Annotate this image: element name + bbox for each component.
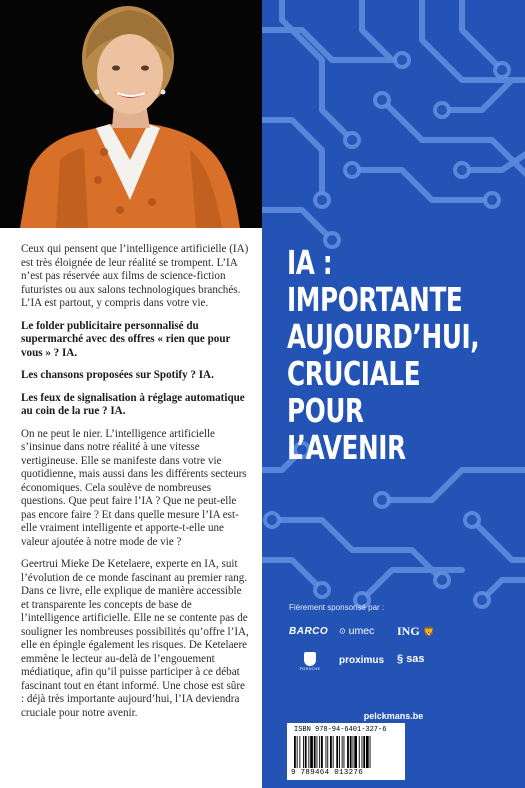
barcode-bar (321, 736, 323, 768)
left-panel (0, 0, 262, 788)
barcode-bar (350, 736, 352, 768)
intro-paragraph: Ceux qui pensent que l’intelligence artificielle (IA) est très éloignée de leur réalité se trompent. L’IA n’est pas réservée aux films de science-fiction futuristes ou aux salons technologiques branchés. L’IA est partout, y compris dans votre vie. (21, 243, 249, 309)
isbn-label: ISBN 978-94-6401-327-6 (294, 726, 387, 734)
barcode-number: 9 789464 013276 (291, 769, 364, 777)
barcode-bars (292, 736, 400, 768)
barcode-bar (362, 736, 363, 768)
author-paragraph: Geertrui Mieke De Ketelaere, experte en IA, suit l’évolution de ce monde fascinant au premier rang. Dans ce livre, elle explique de manière accessible et transparente les concepts de base de l’intelligence artificielle. Elle ne se contente pas de souligner les nombreuses possibilités qu’offre l’IA, elle en épingle également les risques. De Ketelaere emmène le lecteur au-delà de l’engouement médiatique, afin qu’il puisse participer à ce débat fascinant tout en étant informé. Une chose est sûre : déjà très importante aujourd’hui, l’IA deviendra cruciale pour notre avenir. (21, 558, 249, 719)
barcode-bar (310, 736, 313, 768)
sas-logo (397, 653, 425, 665)
barcode-bar (314, 736, 316, 768)
lion-icon: 🦁 (422, 627, 436, 638)
proximus-logo (339, 655, 384, 666)
barcode-bar (339, 736, 340, 768)
barcode-bar (305, 736, 307, 768)
title-line-6: L’AVENIR (287, 429, 406, 467)
sas-logo-text: sas (406, 653, 425, 665)
barcode-bar (294, 736, 296, 768)
right-panel (262, 0, 525, 788)
barcode-bar (344, 736, 345, 768)
barcode-bar (336, 736, 338, 768)
ing-logo (397, 624, 435, 639)
context-paragraph: On ne peut le nier. L’intelligence artificielle s’insinue dans notre réalité à une vitesse vertigineuse. Elle se manifeste dans votre vie quotidienne, mais aussi dans les différents secteurs économiques. Cela soulève de nombreuses questions. Que peut faire l’IA ? Que ne peut-elle pas encore faire ? Et dans quelle mesure l’IA est-elle vraiment intelligente et apporte-t-elle une valeur ajoutée à notre mode de vie ? (21, 427, 247, 548)
question-spotify: Les chansons proposées sur Spotify ? IA. (21, 369, 214, 381)
barcode-bar (330, 736, 332, 768)
barco-logo-text: BARCO (289, 626, 329, 637)
imec-logo-text: umec (348, 625, 375, 637)
barcode-bar (319, 736, 320, 768)
barcode-bar (297, 736, 298, 768)
porsche-crest-icon (304, 652, 316, 666)
barcode-bar (299, 736, 300, 768)
title-line-5: POUR (287, 392, 364, 430)
question-folder: Le folder publicitaire personnalisé du supermarché avec des offres « rien que pour vous » ? IA. (21, 319, 231, 359)
publisher-website: pelckmans.be (363, 711, 424, 721)
sponsor-label: Fièrement sponsorisé par : (289, 603, 385, 612)
barcode-bar (370, 736, 371, 768)
barcode-bar (327, 736, 328, 768)
barcode-bar (308, 736, 309, 768)
barcode-bar (303, 736, 304, 768)
sas-swirl-icon: § (397, 653, 404, 665)
barcode-bar (326, 736, 327, 768)
barcode-bar (333, 736, 334, 768)
barcode-bar (366, 736, 369, 768)
barco-logo (289, 626, 328, 637)
barcode-bar (353, 736, 354, 768)
barcode-bar (354, 736, 357, 768)
porsche-logo-text: PORSCHE (299, 667, 321, 671)
barcode-bar (317, 736, 318, 768)
title-line-4: CRUCIALE (287, 355, 421, 393)
author-photo (0, 0, 262, 228)
author-portrait (0, 0, 262, 228)
barcode-bar (359, 736, 360, 768)
question-traffic-lights: Les feux de signalisation à réglage automatique au coin de la rue ? IA. (21, 391, 245, 417)
barcode-bar (347, 736, 349, 768)
barcode-bar (342, 736, 343, 768)
imec-logo (339, 625, 374, 637)
book-title (287, 244, 480, 467)
back-cover-text (21, 243, 249, 729)
imec-dot-icon: ⊙ (339, 626, 346, 636)
porsche-logo (290, 652, 330, 671)
title-line-3: AUJOURD’HUI, (287, 318, 480, 356)
ing-logo-text: ING (397, 624, 420, 638)
isbn-barcode (287, 723, 405, 780)
title-line-2: IMPORTANTE (287, 281, 463, 319)
proximus-logo-text: proximus (339, 655, 385, 666)
title-line-1: IA : (287, 244, 333, 282)
barcode-bar (363, 736, 365, 768)
